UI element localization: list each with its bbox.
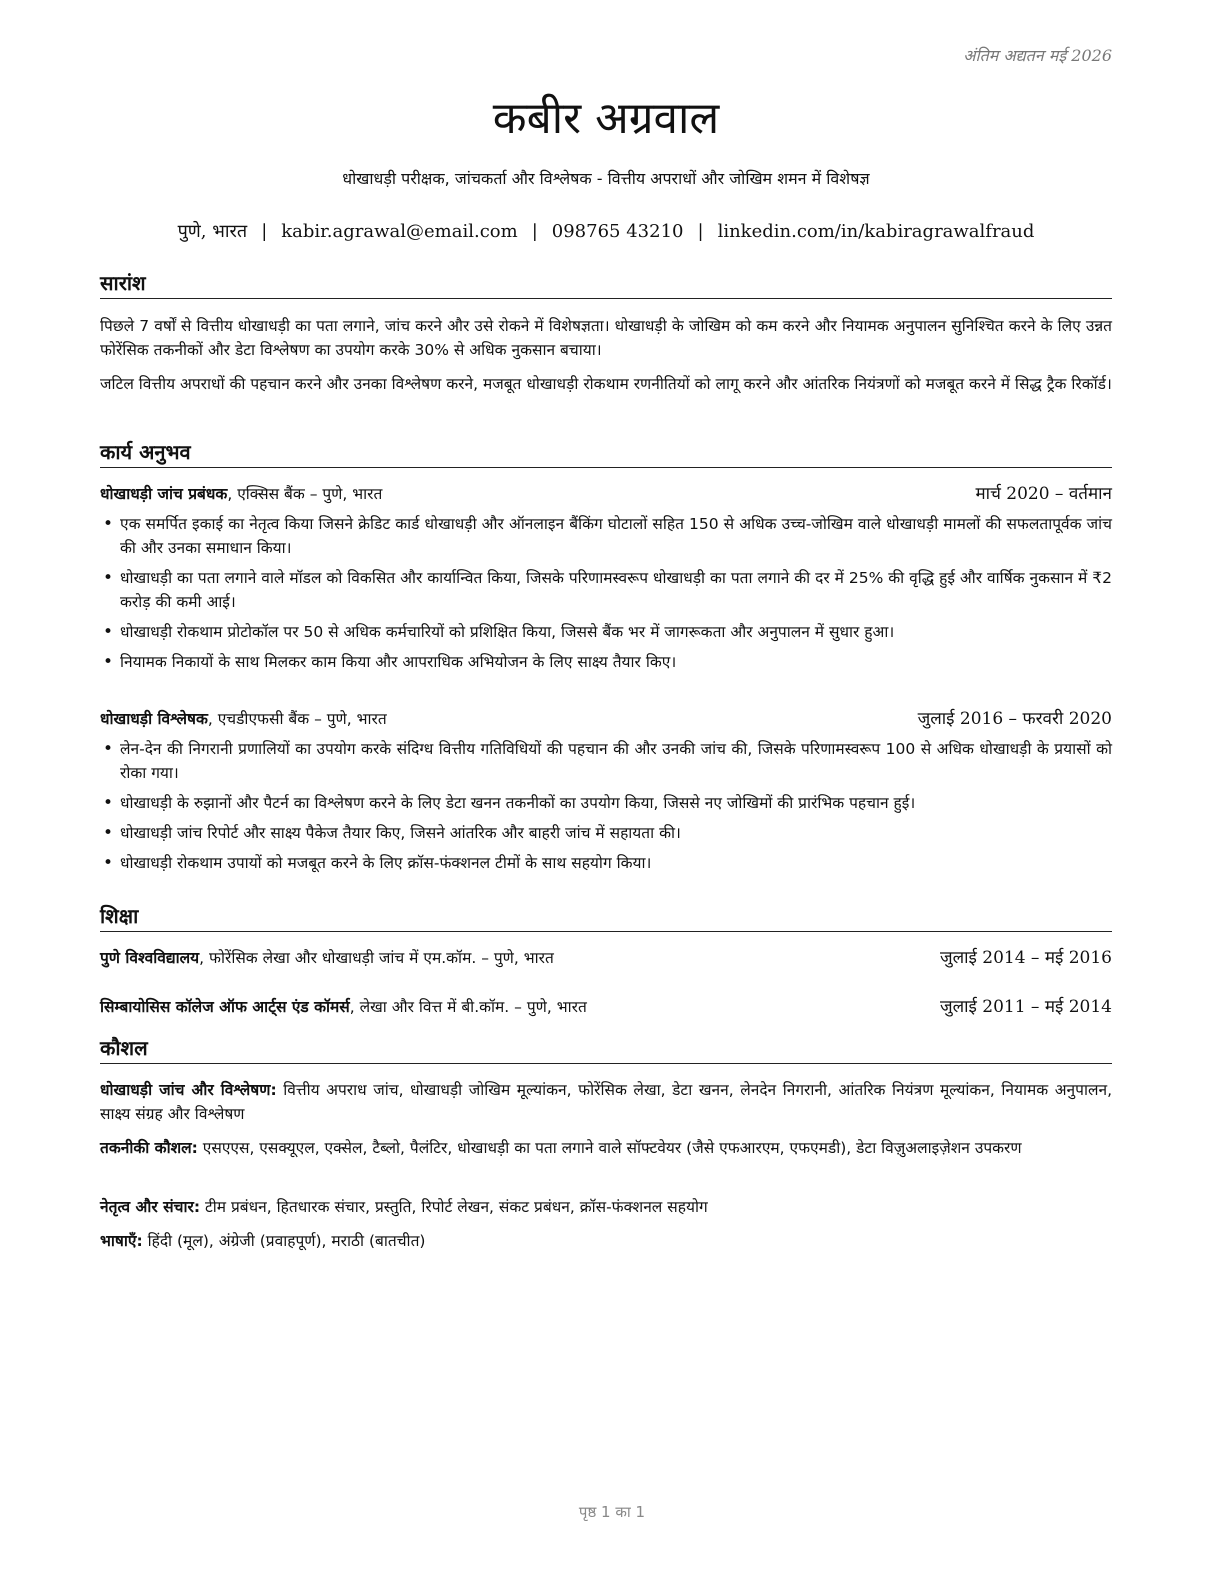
job-bullet: • धोखाधड़ी का पता लगाने वाले मॉडल को विकसित और कार्यान्वित किया, जिसके परिणामस्वरूप धोखाधड़ी का पता लगाने की दर में 25% की वृद्धि हुई और वार्षिक नुकसान में ₹2 करोड़ की कमी आई। bbox=[100, 566, 1112, 614]
contact-phone: 098765 43210 bbox=[551, 221, 684, 242]
candidate-name: कबीर अग्रवाल bbox=[492, 93, 720, 144]
experience-heading: कार्य अनुभव bbox=[100, 439, 1112, 468]
job-header bbox=[100, 707, 1112, 731]
skill-line bbox=[100, 1229, 1112, 1253]
education-dates: जुलाई 2011 – मई 2014 bbox=[939, 997, 1112, 1017]
job-org: , एक्सिस बैंक – पुणे, भारत bbox=[227, 485, 383, 503]
education-heading: शिक्षा bbox=[100, 903, 1112, 932]
education-dates: जुलाई 2014 – मई 2016 bbox=[939, 948, 1112, 968]
job-bullet: • धोखाधड़ी जांच रिपोर्ट और साक्ष्य पैकेज तैयार किए, जिसने आंतरिक और बाहरी जांच में सहायता की। bbox=[100, 821, 1112, 845]
job-bullet: • लेन-देन की निगरानी प्रणालियों का उपयोग करके संदिग्ध वित्तीय गतिविधियों की पहचान की और उनकी जांच की, जिसके परिणामस्वरूप 100 से अधिक धोखाधड़ी के प्रयासों को रोका गया। bbox=[100, 737, 1112, 785]
job-dates: मार्च 2020 – वर्तमान bbox=[975, 484, 1112, 504]
job-role: धोखाधड़ी विश्लेषक bbox=[100, 710, 208, 728]
summary-heading: सारांश bbox=[100, 270, 1112, 299]
education-item bbox=[100, 994, 1112, 1020]
job-bullet: • धोखाधड़ी रोकथाम प्रोटोकॉल पर 50 से अधिक कर्मचारियों को प्रशिक्षित किया, जिससे बैंक भर में जागरूकता और अनुपालन में सुधार हुआ। bbox=[100, 620, 1112, 644]
headline: धोखाधड़ी परीक्षक, जांचकर्ता और विश्लेषक - वित्तीय अपराधों और जोखिम शमन में विशेषज्ञ bbox=[342, 169, 870, 188]
skill-text: वित्तीय अपराध जांच, धोखाधड़ी जोखिम मूल्यांकन, फोरेंसिक लेखा, डेटा खनन, लेनदेन निगरानी, आंतरिक नियंत्रण मूल्यांकन, नियामक अनुपालन, साक्ष्य संग्रह और विश्लेषण bbox=[100, 1081, 1112, 1123]
job-bullet: • धोखाधड़ी रोकथाम उपायों को मजबूत करने के लिए क्रॉस-फंक्शनल टीमों के साथ सहयोग किया। bbox=[100, 851, 1112, 875]
skill-label: नेतृत्व और संचार: bbox=[100, 1198, 201, 1216]
last-updated: अंतिम अद्यतन मई 2026 bbox=[963, 46, 1112, 65]
job-bullet: • एक समर्पित इकाई का नेतृत्व किया जिसने क्रेडिट कार्ड धोखाधड़ी और ऑनलाइन बैंकिंग घोटालों सहित 150 से अधिक उच्च-जोखिम वाले धोखाधड़ी मामलों की सफलतापूर्वक जांच की और उनका समाधान किया। bbox=[100, 512, 1112, 560]
skill-line bbox=[100, 1195, 1112, 1219]
contact-separator: | bbox=[261, 221, 268, 242]
job-bullet: • नियामक निकायों के साथ मिलकर काम किया और आपराधिक अभियोजन के लिए साक्ष्य तैयार किए। bbox=[100, 650, 1112, 674]
job-bullets bbox=[100, 512, 1112, 680]
contact-location: पुणे, भारत bbox=[177, 221, 248, 242]
skill-label: भाषाएँ: bbox=[100, 1232, 143, 1250]
job-bullet: • धोखाधड़ी के रुझानों और पैटर्न का विश्लेषण करने के लिए डेटा खनन तकनीकों का उपयोग किया, जिससे नए जोखिमों की प्रारंभिक पहचान हुई। bbox=[100, 791, 1112, 815]
skill-line bbox=[100, 1078, 1112, 1126]
education-detail: , फोरेंसिक लेखा और धोखाधड़ी जांच में एम.कॉम. – पुणे, भारत bbox=[199, 949, 554, 967]
skills-heading: कौशल bbox=[100, 1035, 1112, 1064]
education-school: सिम्बायोसिस कॉलेज ऑफ आर्ट्स एंड कॉमर्स bbox=[100, 998, 350, 1016]
summary-paragraph: पिछले 7 वर्षों से वित्तीय धोखाधड़ी का पता लगाने, जांच करने और उसे रोकने में विशेषज्ञता। धोखाधड़ी के जोखिम को कम करने और नियामक अनुपालन सुनिश्चित करने के लिए उन्नत फोरेंसिक तकनीकों और डेटा विश्लेषण का उपयोग करके 30% से अधिक नुकसान बचाया। bbox=[100, 317, 1112, 359]
skill-label: तकनीकी कौशल: bbox=[100, 1139, 198, 1157]
skill-line bbox=[100, 1136, 1112, 1160]
contact-line bbox=[100, 219, 1112, 243]
contact-email[interactable]: kabir.agrawal@email.com bbox=[281, 221, 518, 242]
skill-label: धोखाधड़ी जांच और विश्लेषण: bbox=[100, 1081, 277, 1099]
skill-text: हिंदी (मूल), अंग्रेजी (प्रवाहपूर्ण), मराठी (बातचीत) bbox=[142, 1232, 426, 1250]
contact-linkedin[interactable]: linkedin.com/in/kabiragrawalfraud bbox=[717, 221, 1035, 242]
contact-separator: | bbox=[697, 221, 704, 242]
job-org: , एचडीएफसी बैंक – पुणे, भारत bbox=[207, 710, 387, 728]
job-dates: जुलाई 2016 – फरवरी 2020 bbox=[917, 709, 1112, 729]
summary-paragraph: जटिल वित्तीय अपराधों की पहचान करने और उनका विश्लेषण करने, मजबूत धोखाधड़ी रोकथाम रणनीतियों को लागू करने और आंतरिक नियंत्रणों को मजबूत करने में सिद्ध ट्रैक रिकॉर्ड। bbox=[100, 375, 1112, 393]
job-header bbox=[100, 482, 1112, 506]
contact-separator: | bbox=[531, 221, 538, 242]
page-number: पृष्ठ 1 का 1 bbox=[578, 1503, 646, 1521]
skill-text: टीम प्रबंधन, हितधारक संचार, प्रस्तुति, रिपोर्ट लेखन, संकट प्रबंधन, क्रॉस-फंक्शनल सहयोग bbox=[200, 1198, 708, 1216]
education-detail: , लेखा और वित्त में बी.कॉम. – पुणे, भारत bbox=[349, 998, 587, 1016]
job-role: धोखाधड़ी जांच प्रबंधक bbox=[100, 485, 228, 503]
skill-text: एसएएस, एसक्यूएल, एक्सेल, टैब्लो, पैलंटिर, धोखाधड़ी का पता लगाने वाले सॉफ्टवेयर (जैसे एफआरएम, एफएमडी), डेटा विज़ुअलाइज़ेशन उपकरण bbox=[197, 1139, 1022, 1157]
education-school: पुणे विश्वविद्यालय bbox=[100, 949, 200, 967]
education-item bbox=[100, 945, 1112, 971]
job-bullets bbox=[100, 737, 1112, 881]
